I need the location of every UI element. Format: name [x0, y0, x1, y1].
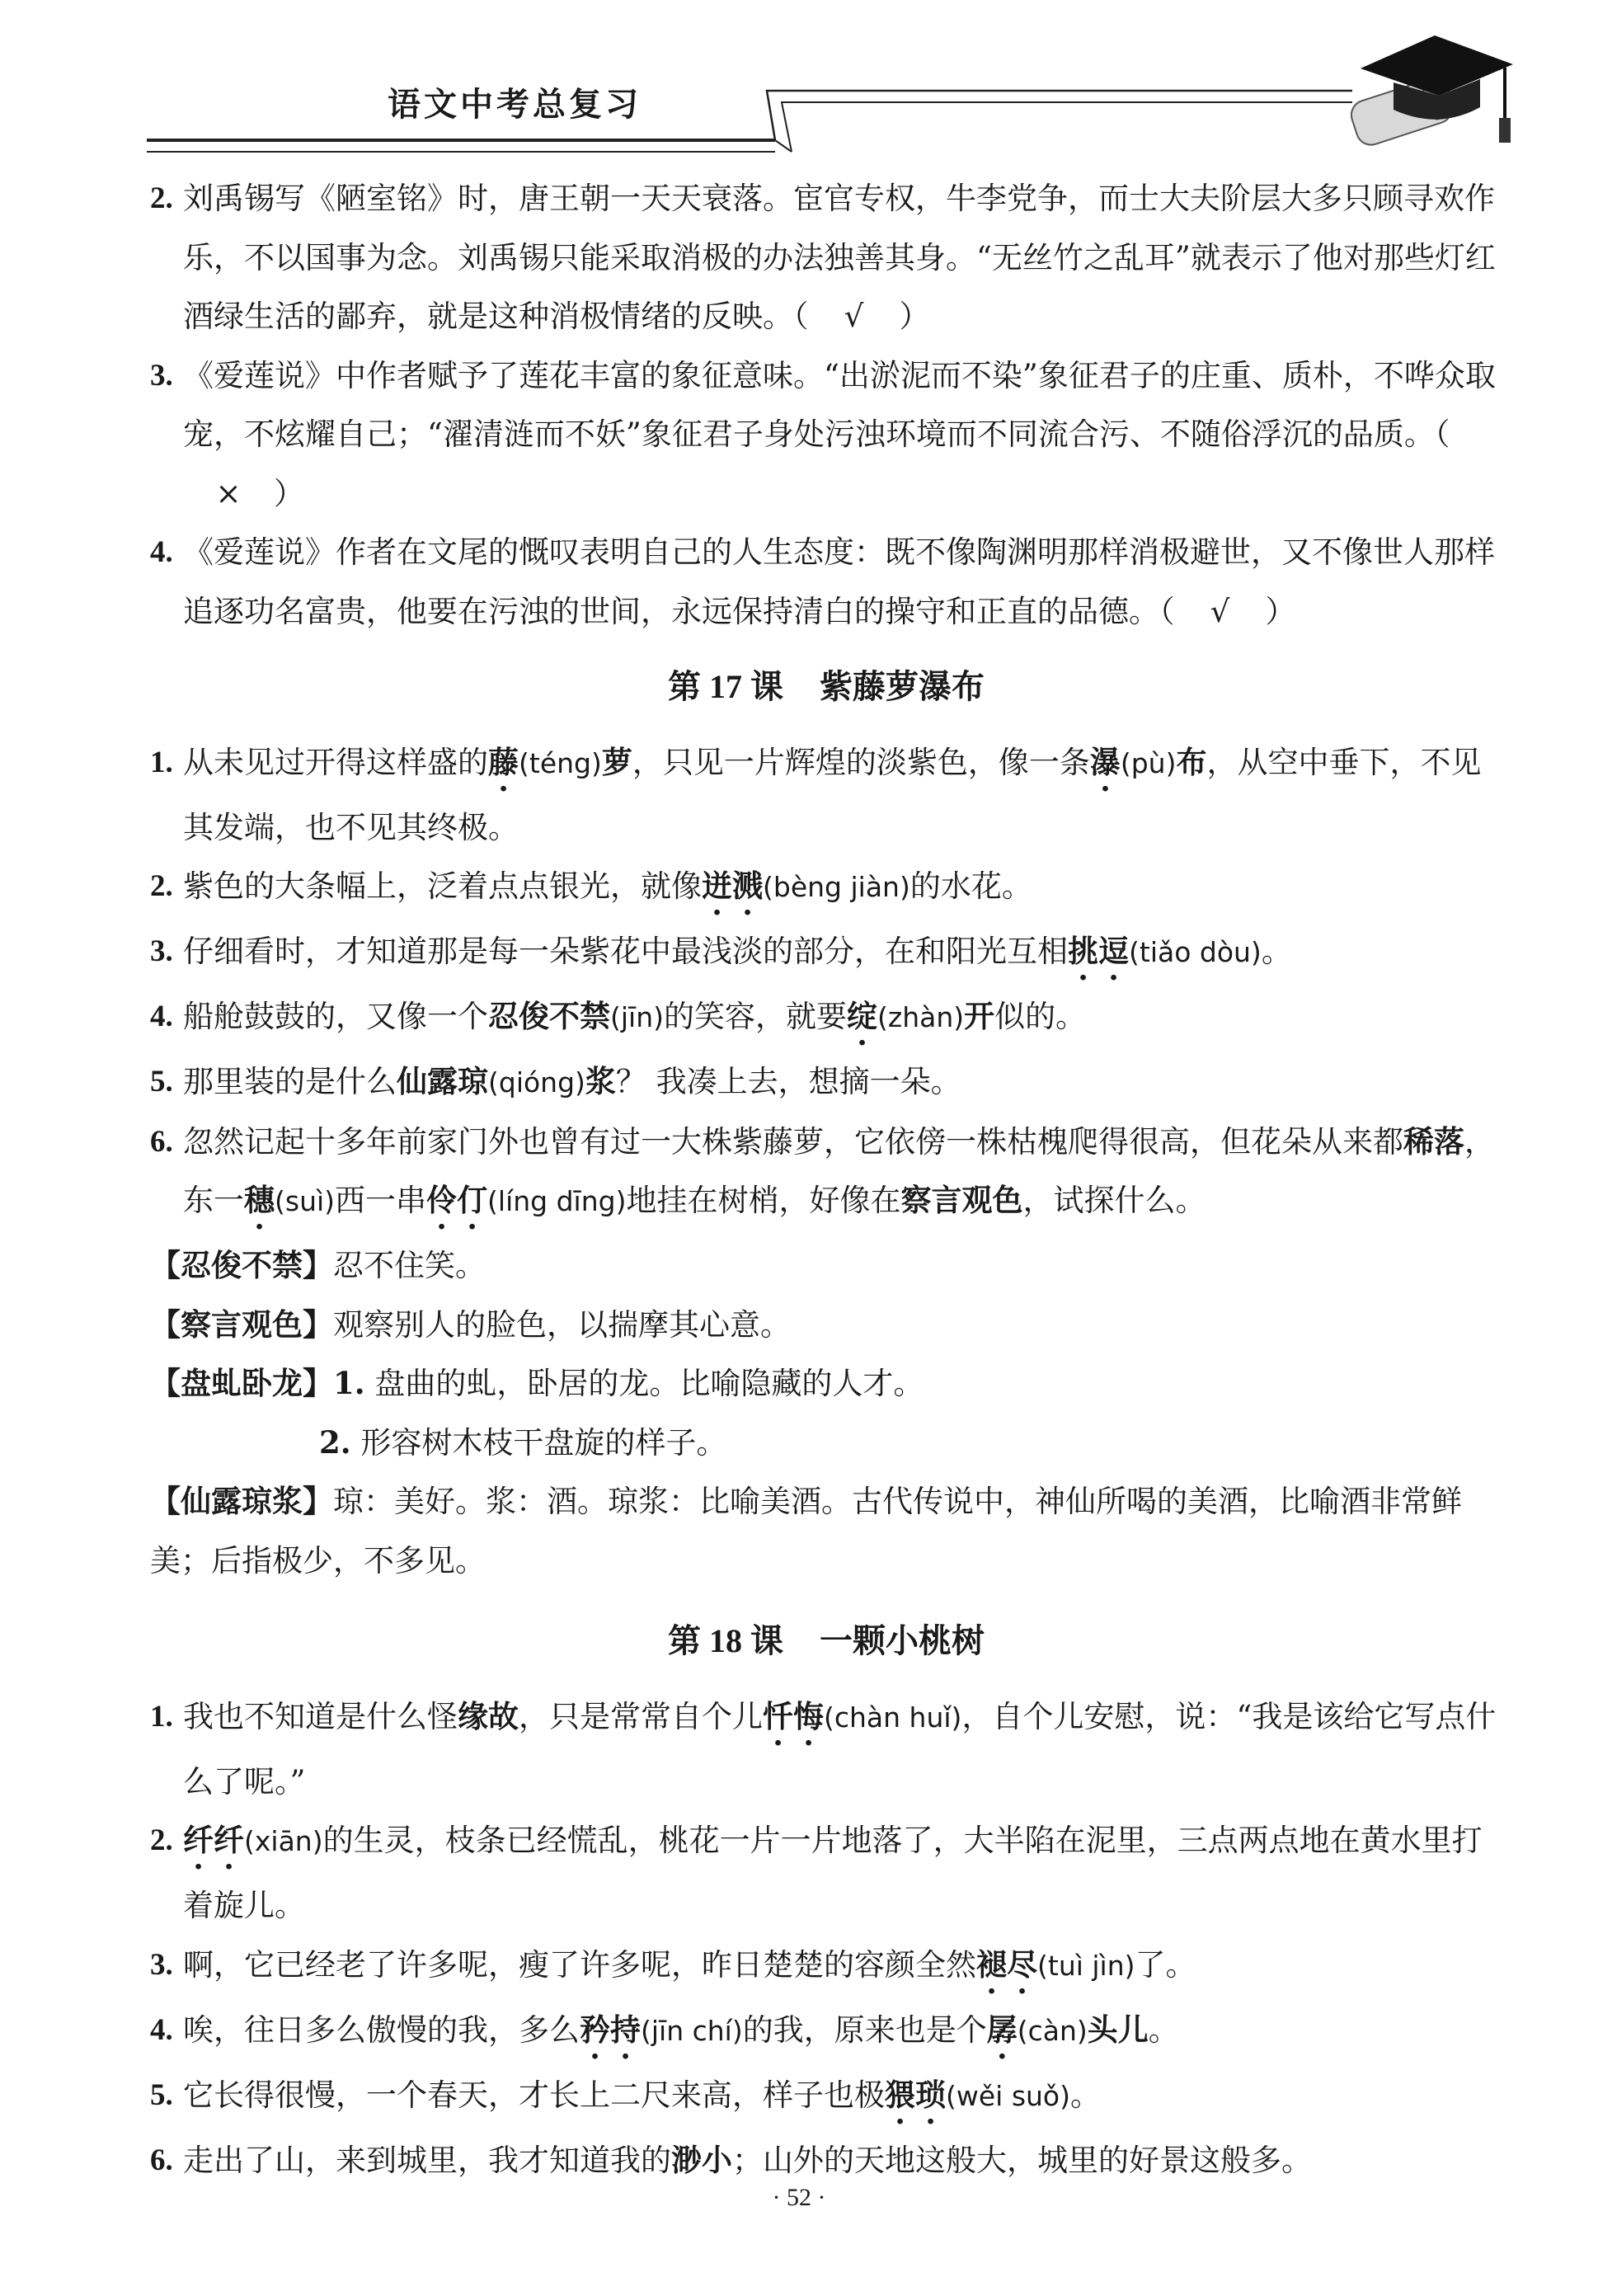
lesson-prefix: 第: [668, 1621, 701, 1660]
key-word: 纤纤: [183, 1822, 244, 1858]
key-word: 忏悔: [763, 1697, 824, 1734]
answer-mark: ×: [215, 475, 242, 511]
key-word: 渺小: [671, 2141, 732, 2178]
text: ，东一: [183, 1123, 1495, 1218]
key-word: 仙露琼: [397, 1063, 488, 1099]
lesson18-item-2: [150, 1811, 1502, 1936]
key-word: 忍俊不禁: [488, 998, 610, 1034]
term-name: 【仙露琼浆】: [150, 1483, 333, 1519]
pinyin: (jīn): [610, 1001, 665, 1033]
key-char: 绽: [847, 998, 878, 1034]
text: 的生灵，枝条已经慌乱，桃花一片一片地落了，大半陷在泥里，三点两点地在黄水里打着旋儿。: [183, 1823, 1483, 1923]
term-definition: 观察别人的脸色，以揣摩其心意。: [333, 1306, 791, 1343]
item-number: 3.: [150, 1947, 173, 1982]
pinyin: (pù): [1120, 746, 1177, 779]
item-number: 5.: [150, 2077, 173, 2112]
pinyin: (tuì jìn): [1037, 1949, 1135, 1982]
text: ；山外的天地这般大，城里的好景这般多。: [732, 2142, 1312, 2178]
text: 的水花。: [909, 868, 1032, 904]
pinyin: (suì): [275, 1185, 336, 1217]
term-pqwl: [150, 1354, 1502, 1414]
pinyin: (tiǎo dòu): [1129, 936, 1262, 968]
lesson17-item-4: [150, 987, 1502, 1052]
page-number: · 52 ·: [772, 2184, 826, 2211]
item-number: 4.: [150, 2012, 173, 2047]
text: 唉，往日多么傲慢的我，多么: [183, 2011, 580, 2048]
text: 。: [1070, 2077, 1101, 2113]
term-pqwl-sense-2: [150, 1414, 1502, 1473]
item-number: 6.: [150, 2143, 173, 2177]
term-definition: 盘曲的虬，卧居的龙。比喻隐藏的人才。: [364, 1366, 924, 1401]
item-number: 4.: [150, 535, 173, 569]
term-definition: 忍不住笑。: [333, 1248, 486, 1283]
lesson-suffix: 课: [750, 1621, 783, 1660]
text: 啊，它已经老了许多呢，瘦了许多呢，昨日楚楚的容颜全然: [183, 1946, 976, 1983]
key-char: 瀑: [1089, 743, 1121, 780]
text: 。: [1261, 934, 1292, 969]
close-paren: ）: [1265, 593, 1296, 629]
lesson17-item-2: [150, 857, 1502, 922]
lesson18-item-3: [150, 1936, 1502, 2001]
term-name: 【盘虬卧龙】: [150, 1365, 333, 1401]
key-char: 穗: [244, 1182, 275, 1218]
key-word: 缘故: [458, 1697, 519, 1734]
text: 的笑容，就要: [664, 999, 848, 1034]
lesson-number: 17: [709, 668, 742, 705]
lesson17-item-6: [150, 1113, 1502, 1237]
key-word: 伶仃: [426, 1182, 488, 1218]
text: 西一串: [335, 1183, 427, 1218]
text: 那里装的是什么: [183, 1064, 397, 1099]
term-name: 【忍俊不禁】: [150, 1247, 333, 1283]
text: 。: [1148, 2011, 1179, 2048]
lesson18-item-4: [150, 2001, 1502, 2066]
lesson17-item-5: [150, 1052, 1502, 1113]
text: 忽然记起十多年前家门外也曾有过一大株紫藤萝，它依傍一株枯槐爬得很高，但花朵从来都: [183, 1123, 1403, 1160]
item-number: 3.: [150, 934, 173, 968]
item-number: 5.: [150, 1065, 173, 1099]
key-char: 浆: [585, 1063, 616, 1099]
text: 从未见过开得这样盛的: [183, 744, 488, 780]
item-text: 《爱莲说》中作者赋予了莲花丰富的象征意味。“出淤泥而不染”象征君子的庄重、质朴，不哗众取宠，不炫耀自己；“濯清涟而不妖”象征君子身处污浊环境而不同流合污、不随俗浮沉的品质。（: [183, 357, 1496, 452]
lesson17-item-1: [150, 733, 1502, 858]
pinyin: (jīn chí): [641, 2014, 743, 2047]
term-definition: 琼：美好。浆：酒。琼浆：比喻美酒。古代传说中，神仙所喝的美酒，比喻酒非常鲜美；后指极少，不多见。: [150, 1484, 1462, 1578]
item-number: 3.: [150, 358, 173, 393]
page-content: [150, 169, 1502, 2190]
key-char: 藤: [488, 743, 519, 780]
key-char: 萝: [601, 743, 632, 780]
item-number: 2.: [150, 1823, 173, 1857]
key-word: 猥琐: [885, 2076, 946, 2113]
term-name: 【察言观色】: [150, 1306, 333, 1343]
lesson-prefix: 第: [668, 667, 701, 706]
key-word: 挑逗: [1068, 933, 1129, 969]
term-definition: 形容树木枝干盘旋的样子。: [350, 1424, 727, 1461]
intro-item-2: [150, 169, 1502, 346]
key-char: 孱: [986, 2011, 1018, 2048]
item-number: 1.: [150, 1699, 173, 1734]
lesson18-item-6: [150, 2131, 1502, 2190]
item-number: 1.: [150, 745, 173, 779]
lesson-name: 紫藤萝瀑布: [820, 667, 985, 706]
text: ，自个儿安慰，说：“我是该给它写点什么了呢。”: [183, 1698, 1497, 1800]
key-char: 开: [964, 998, 995, 1034]
intro-item-3: [150, 346, 1502, 524]
book-title: 语文中考总复习: [388, 85, 642, 124]
lesson-18-title: [150, 1611, 1502, 1671]
key-word: 稀落: [1403, 1122, 1464, 1160]
key-word: 察言观色: [900, 1182, 1023, 1218]
text: 了。: [1135, 1946, 1196, 1983]
pinyin: (zhàn): [877, 1001, 965, 1033]
lesson17-item-3: [150, 922, 1502, 987]
item-text: 《爱莲说》作者在文尾的慨叹表明自己的人生态度：既不像陶渊明那样消极避世，又不像世人那样追逐功名富贵，他要在污浊的世间，永远保持清白的操守和正直的品德。（: [183, 534, 1495, 629]
key-word: 头儿: [1087, 2011, 1149, 2048]
text: 似的。: [994, 999, 1087, 1034]
page-header: [0, 0, 1598, 165]
key-word: 褪尽: [976, 1945, 1037, 1983]
term-xlqj: [150, 1472, 1502, 1590]
pinyin: (téng): [519, 746, 602, 779]
text: 它长得很慢，一个春天，才长上二尺来高，样子也极: [183, 2077, 885, 2113]
lesson18-item-5: [150, 2066, 1502, 2131]
graduation-cap-icon: [1336, 31, 1517, 163]
key-char: 布: [1176, 743, 1207, 780]
term-cygs: [150, 1296, 1502, 1355]
text: 仔细看时，才知道那是每一朵紫花中最浅淡的部分，在和阳光互相: [183, 934, 1068, 969]
text: 地挂在树梢，好像在: [626, 1183, 901, 1218]
item-number: 2.: [150, 181, 173, 215]
close-paren: ）: [899, 299, 930, 334]
pinyin: (qióng): [488, 1066, 585, 1099]
intro-item-4: [150, 523, 1502, 641]
item-number: 4.: [150, 1000, 173, 1033]
text: ，从空中垂下，不见其发端，也不见其终极。: [183, 744, 1482, 845]
lesson-17-title: [150, 657, 1502, 717]
text: ，只见一片辉煌的淡紫色，像一条: [632, 744, 1090, 780]
pinyin: (bèng jiàn): [763, 871, 910, 903]
item-number: 6.: [150, 1124, 173, 1159]
lesson-name: 一颗小桃树: [820, 1621, 985, 1660]
lesson-suffix: 课: [750, 667, 783, 706]
pinyin: (wěi suǒ): [946, 2079, 1070, 2112]
text: ，只是常常自个儿: [519, 1698, 763, 1734]
lesson-number: 18: [709, 1622, 742, 1659]
text: 我也不知道是什么怪: [183, 1698, 458, 1734]
lesson18-item-1: [150, 1687, 1502, 1812]
sense-number: 2.: [319, 1423, 351, 1461]
answer-mark: √: [1210, 593, 1230, 629]
text: 紫色的大条幅上，泛着点点银光，就像: [183, 868, 702, 904]
pinyin: (càn): [1017, 2014, 1088, 2047]
item-text: 刘禹锡写《陋室铭》时，唐王朝一天天衰落。宦官专权，牛李党争，而士大夫阶层大多只顾寻欢作乐，不以国事为念。刘禹锡只能采取消极的办法独善其身。“无丝竹之乱耳”就表示了他对那些灯红酒绿生活的鄙弃，就是这种消极情绪的反映。（: [183, 181, 1496, 334]
pinyin: (xiān): [244, 1825, 323, 1857]
text: ？ 我凑上去，想摘一朵。: [615, 1064, 961, 1099]
close-paren: ）: [274, 475, 304, 511]
key-word: 矜持: [580, 2011, 641, 2048]
item-number: 2.: [150, 869, 173, 903]
text: ，试探什么。: [1022, 1183, 1206, 1218]
text: 走出了山，来到城里，我才知道我的: [183, 2142, 671, 2178]
text: 的我，原来也是个: [742, 2011, 987, 2048]
text: 船舱鼓鼓的，又像一个: [183, 999, 488, 1034]
pinyin: (chàn huǐ): [824, 1701, 962, 1734]
answer-mark: √: [844, 299, 864, 334]
sense-number: 1.: [333, 1365, 365, 1401]
key-word: 迸溅: [702, 868, 763, 904]
pinyin: (líng dīng): [487, 1185, 627, 1217]
term-rjbj: [150, 1236, 1502, 1296]
